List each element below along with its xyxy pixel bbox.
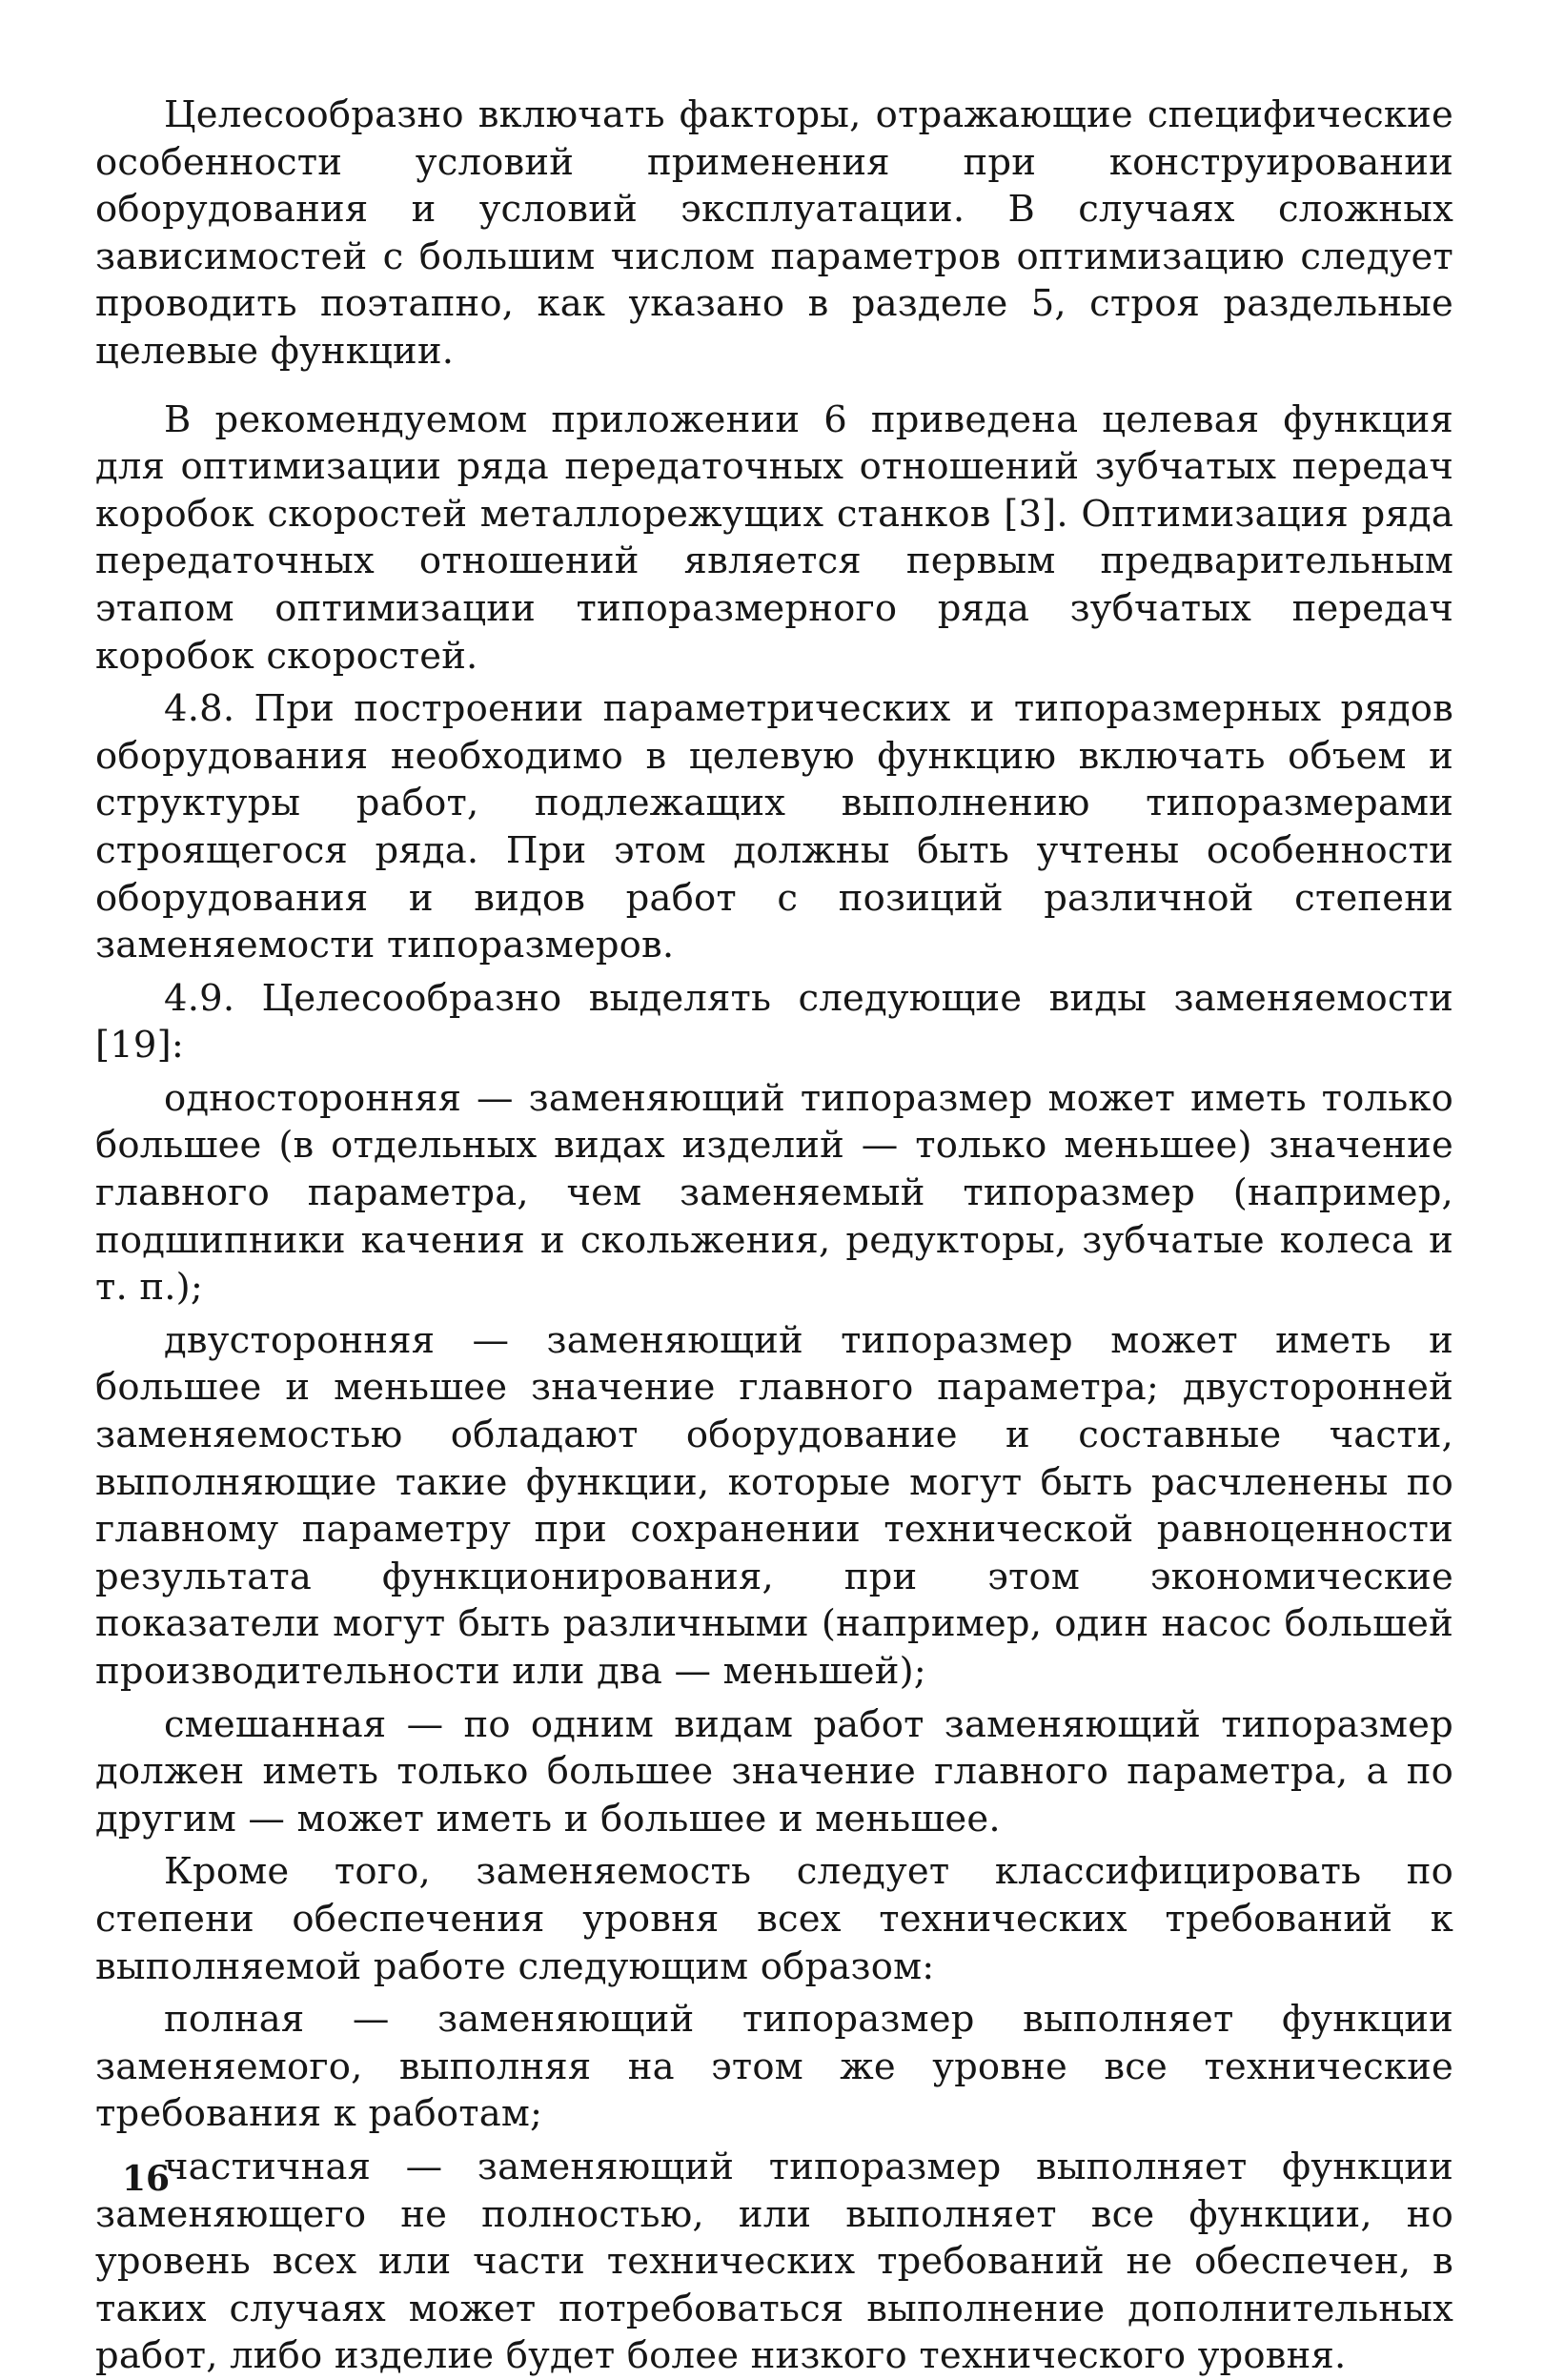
paragraph-4-8: 4.8. При построении параметрических и типоразмерных рядов оборудования необходимо в целевую функцию включать объем и структуры работ, подлежащих выполнению типоразмерами строящегося ряда. При этом должны быть учтены особенности оборудования и видов работ с позиций различной степени заменяемости типоразмеров.: [95, 687, 1453, 967]
page-number: 16: [122, 2159, 171, 2199]
paragraph-one-sided: односторонняя — заменяющий типоразмер может иметь только большее (в отдельных видах изделий — только меньшее) значение главного параметра, чем заменяемый типоразмер (например, подшипники качения и скольжения, редукторы, зубчатые колеса и т. п.);: [95, 1076, 1453, 1310]
paragraph-appendix-6: В рекомендуемом приложении 6 приведена целевая функция для оптимизации ряда передаточных отношений зубчатых передач коробок скоростей металлорежущих станков [3]. Оптимизация ряда передаточных отношений является первым предварительным этапом оптимизации типоразмерного ряда зубчатых передач коробок скоростей.: [95, 397, 1453, 678]
paragraph-classification: Кроме того, заменяемость следует классифицировать по степени обеспечения уровня всех технических требований к выполняемой работе следующим образом:: [95, 1850, 1453, 1988]
paragraph-two-sided: двусторонняя — заменяющий типоразмер может иметь и большее и меньшее значение главного параметра; двусторонней заменяемостью обладают оборудование и составные части, выполняющие такие функции, которые могут быть расчленены по главному параметру при сохранении технической равноценности результата функционирования, при этом экономические показатели могут быть различными (например, один насос большей производительности или два — меньшей);: [95, 1318, 1453, 1693]
paragraph-full: полная — заменяющий типоразмер выполняет функции заменяемого, выполняя на этом же уровне все технические требования к работам;: [95, 1998, 1453, 2136]
page-body: [95, 92, 1453, 2380]
paragraph-mixed: смешанная — по одним видам работ заменяющий типоразмер должен иметь только большее значение главного параметра, а по другим — может иметь и большее и меньшее.: [95, 1702, 1453, 1841]
paragraph-4-9: 4.9. Целесообразно выделять следующие виды заменяемости [19]:: [95, 976, 1453, 1068]
paragraph-objective-factors: Целесообразно включать факторы, отражающие специфические особенности условий применения при конструировании оборудования и условий эксплуатации. В случаях сложных зависимостей с большим числом параметров оптимизацию следует проводить поэтапно, как указано в разделе 5, строя раздельные целевые функции.: [95, 93, 1453, 373]
paragraph-partial: частичная — заменяющий типоразмер выполняет функции заменяющего не полностью, или выполняет все функции, но уровень всех или части технических требований не обеспечен, в таких случаях может потребоваться выполнение дополнительных работ, либо изделие будет более низкого технического уровня.: [95, 2145, 1453, 2378]
